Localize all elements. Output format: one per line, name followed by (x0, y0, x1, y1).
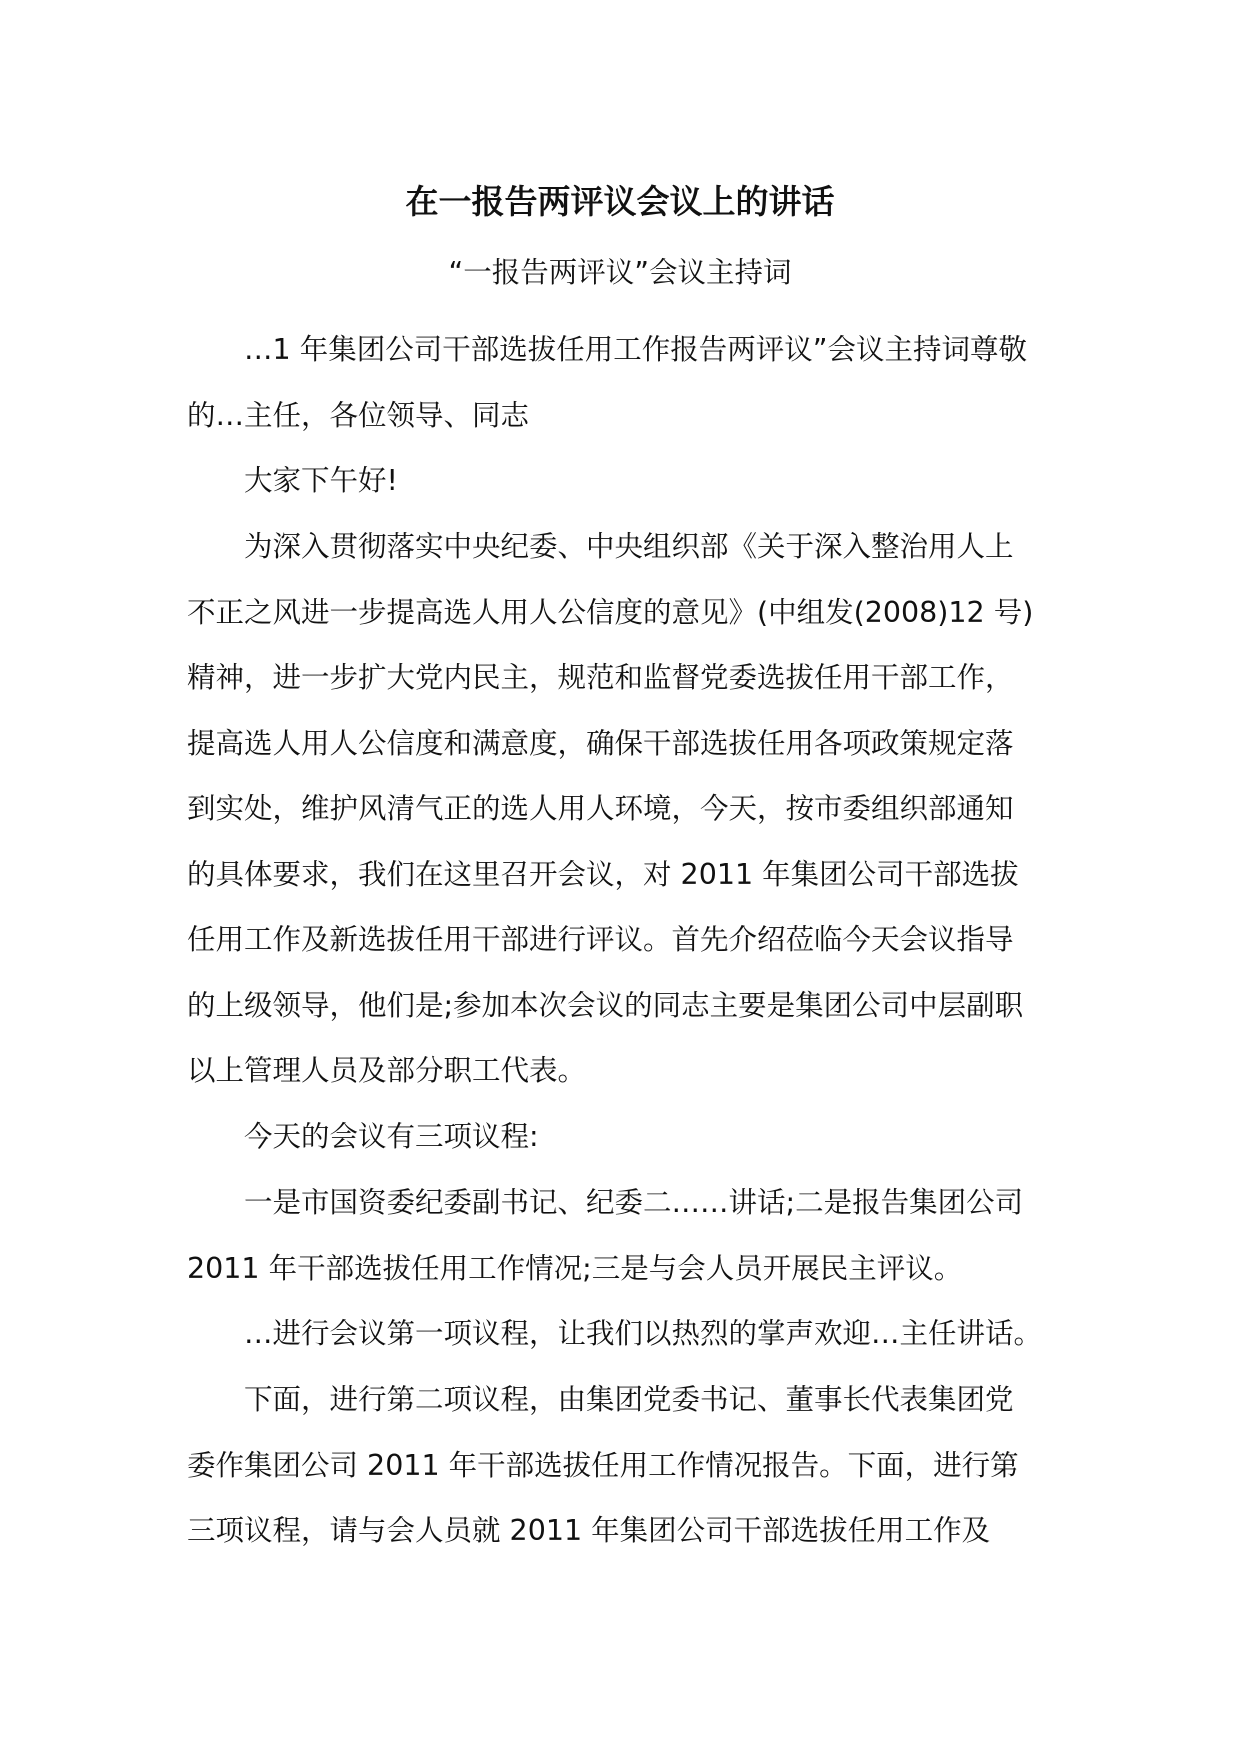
paragraph-3 (187, 514, 1067, 1104)
paragraph-line: 到实处，维护风清气正的选人用人环境，今天，按市委组织部通知 (187, 792, 1014, 825)
paragraph-7 (187, 1367, 1067, 1564)
paragraph-line: 为深入贯彻落实中央纪委、中央组织部《关于深入整治用人上 (244, 530, 1014, 563)
paragraph-line: 大家下午好! (244, 464, 398, 497)
paragraph-line: 的具体要求，我们在这里召开会议，对 2011 年集团公司干部选拔 (187, 857, 1019, 891)
paragraph-2 (187, 448, 1067, 514)
paragraph-line: …进行会议第一项议程，让我们以热烈的掌声欢迎…主任讲话。 (244, 1317, 1043, 1350)
paragraph-line: 的…主任，各位领导、同志 (187, 398, 530, 432)
paragraph-4 (187, 1104, 1067, 1170)
paragraph-1 (187, 317, 1067, 448)
document-title: 在一报告两评议会议上的讲话 (405, 182, 835, 221)
paragraph-line: 的上级领导，他们是;参加本次会议的同志主要是集团公司中层副职 (187, 988, 1024, 1022)
paragraph-line: …1 年集团公司干部选拔任用工作报告两评议”会议主持词尊敬 (244, 333, 1027, 366)
paragraph-line: 一是市国资委纪委副书记、纪委二……讲话;二是报告集团公司 (244, 1186, 1024, 1219)
document-subtitle: “一报告两评议”会议主持词 (448, 256, 792, 289)
paragraph-5 (187, 1170, 1067, 1301)
paragraph-line: 精神，进一步扩大党内民主，规范和监督党委选拔任用干部工作， (187, 661, 1014, 694)
paragraph-line: 2011 年干部选拔任用工作情况;三是与会人员开展民主评议。 (187, 1251, 963, 1285)
paragraph-line: 提高选人用人公信度和满意度，确保干部选拔任用各项政策规定落 (187, 726, 1014, 760)
paragraph-line: 不正之风进一步提高选人用人公信度的意见》(中组发(2008)12 号) (187, 595, 1034, 629)
paragraph-line: 今天的会议有三项议程: (244, 1120, 539, 1153)
paragraph-line: 以上管理人员及部分职工代表。 (187, 1054, 587, 1087)
paragraph-6 (187, 1301, 1067, 1367)
paragraph-line: 三项议程，请与会人员就 2011 年集团公司干部选拔任用工作及 (187, 1514, 991, 1547)
paragraph-line: 任用工作及新选拔任用干部进行评议。首先介绍莅临今天会议指导 (187, 923, 1014, 956)
paragraph-line: 委作集团公司 2011 年干部选拔任用工作情况报告。下面，进行第 (187, 1448, 1019, 1482)
paragraph-line: 下面，进行第二项议程，由集团党委书记、董事长代表集团党 (244, 1383, 1014, 1416)
